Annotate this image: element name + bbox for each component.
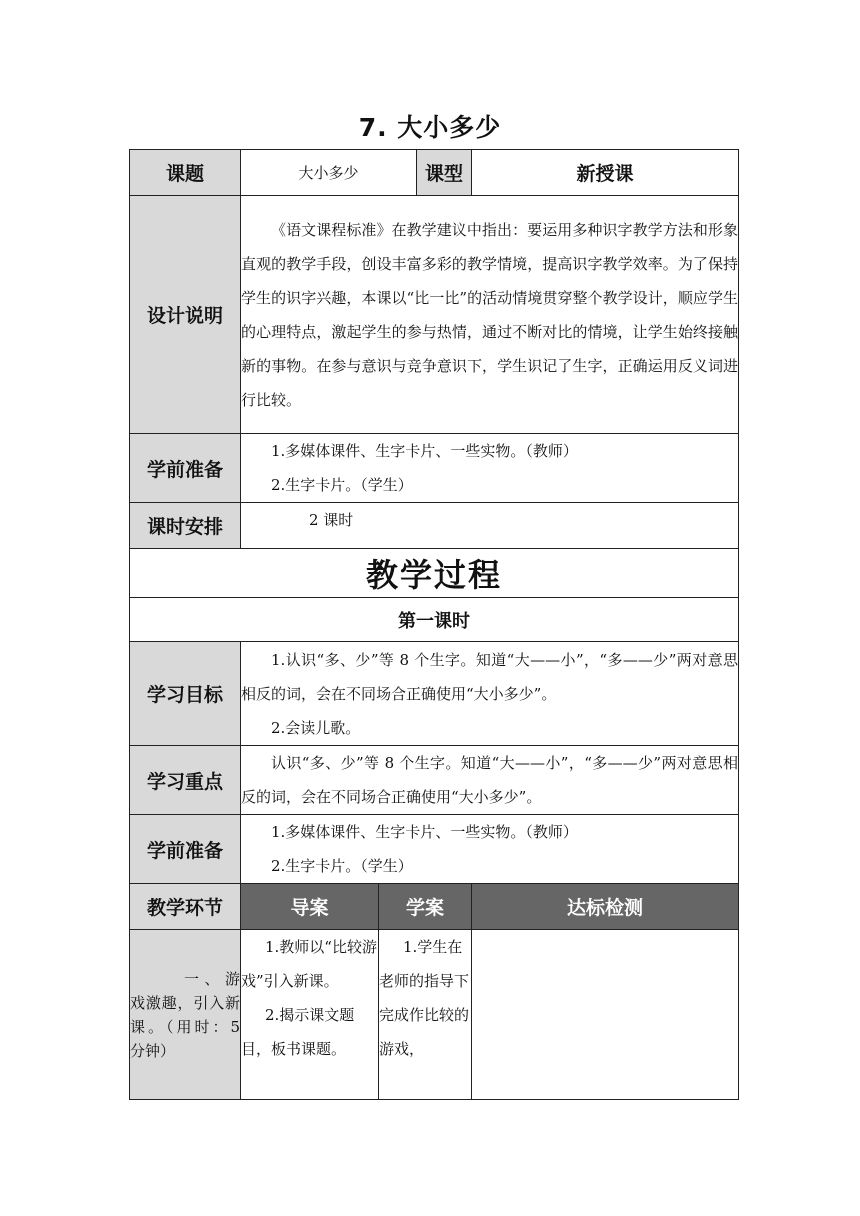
design-label: 设计说明 — [130, 196, 241, 434]
process-title: 教学过程 — [130, 549, 739, 598]
study-cell — [379, 930, 472, 1100]
lesson-plan-table — [129, 149, 739, 1100]
focus-row — [130, 746, 739, 815]
study-header: 学案 — [379, 884, 472, 930]
check-cell — [472, 930, 739, 1100]
goals-row — [130, 642, 739, 746]
prep-line-1: 1.多媒体课件、生字卡片、一些实物。（教师） — [271, 442, 578, 460]
goals-line-1: 1.认识“多、少”等 8 个生字。知道“大——小”，“多——少”两对意思相反的词，会在不同场合正确使用“大小多少”。 — [241, 650, 739, 703]
schedule-label: 课时安排 — [130, 503, 241, 549]
topic-label: 课题 — [130, 150, 241, 196]
schedule-value: 2 课时 — [241, 503, 739, 549]
process-header-row — [130, 884, 739, 930]
topic-value: 大小多少 — [241, 150, 417, 196]
goals-label: 学习目标 — [130, 642, 241, 746]
prep-label: 学前准备 — [130, 434, 241, 503]
guide-header: 导案 — [241, 884, 379, 930]
stage-header: 教学环节 — [130, 884, 241, 930]
document-title: 7. 大小多少 — [358, 113, 502, 142]
period-title-row — [130, 598, 739, 642]
process-row — [130, 930, 739, 1100]
prep-row — [130, 434, 739, 503]
schedule-row — [130, 503, 739, 549]
design-row — [130, 196, 739, 434]
period-title: 第一课时 — [130, 598, 739, 642]
prep2-row — [130, 815, 739, 884]
prep2-content — [241, 815, 739, 884]
goals-line-2: 2.会读儿歌。 — [271, 718, 361, 737]
prep2-line-2: 2.生字卡片。（学生） — [271, 857, 413, 875]
goals-content — [241, 642, 739, 746]
focus-text: 认识“多、少”等 8 个生字。知道“大——小”，“多——少”两对意思相反的词，会在不同场合正确使用“大小多少”。 — [241, 746, 739, 815]
process-title-row — [130, 549, 739, 598]
study-item-1: 1.学生在老师的指导下完成作比较的游戏， — [379, 938, 470, 1058]
prep-content — [241, 434, 739, 503]
design-text: 《语文课程标准》在教学建议中指出：要运用多种识字教学方法和形象直观的教学手段，创设丰富多彩的教学情境，提高识字教学效率。为了保持学生的识字兴趣，本课以“比一比”的活动情境贯穿整个教学设计，顺应学生的心理特点，激起学生的参与热情，通过不断对比的情境，让学生始终接触新的事物。在参与意识与竞争意识下，学生识记了生字，正确运用反义词进行比较。 — [241, 196, 739, 434]
guide-cell — [241, 930, 379, 1100]
prep-line-2: 2.生字卡片。（学生） — [271, 476, 413, 494]
focus-label: 学习重点 — [130, 746, 241, 815]
prep2-label: 学前准备 — [130, 815, 241, 884]
guide-item-2: 2.揭示课文题目，板书课题。 — [241, 1006, 355, 1058]
check-header: 达标检测 — [472, 884, 739, 930]
topic-row — [130, 150, 739, 196]
stage-cell: 一、游戏激趣，引入新课。（用时：5 分钟） — [130, 930, 241, 1100]
type-label: 课型 — [417, 150, 472, 196]
guide-item-1: 1.教师以“比较游戏”引入新课。 — [241, 938, 377, 990]
prep2-line-1: 1.多媒体课件、生字卡片、一些实物。（教师） — [271, 823, 578, 841]
type-value: 新授课 — [472, 150, 739, 196]
